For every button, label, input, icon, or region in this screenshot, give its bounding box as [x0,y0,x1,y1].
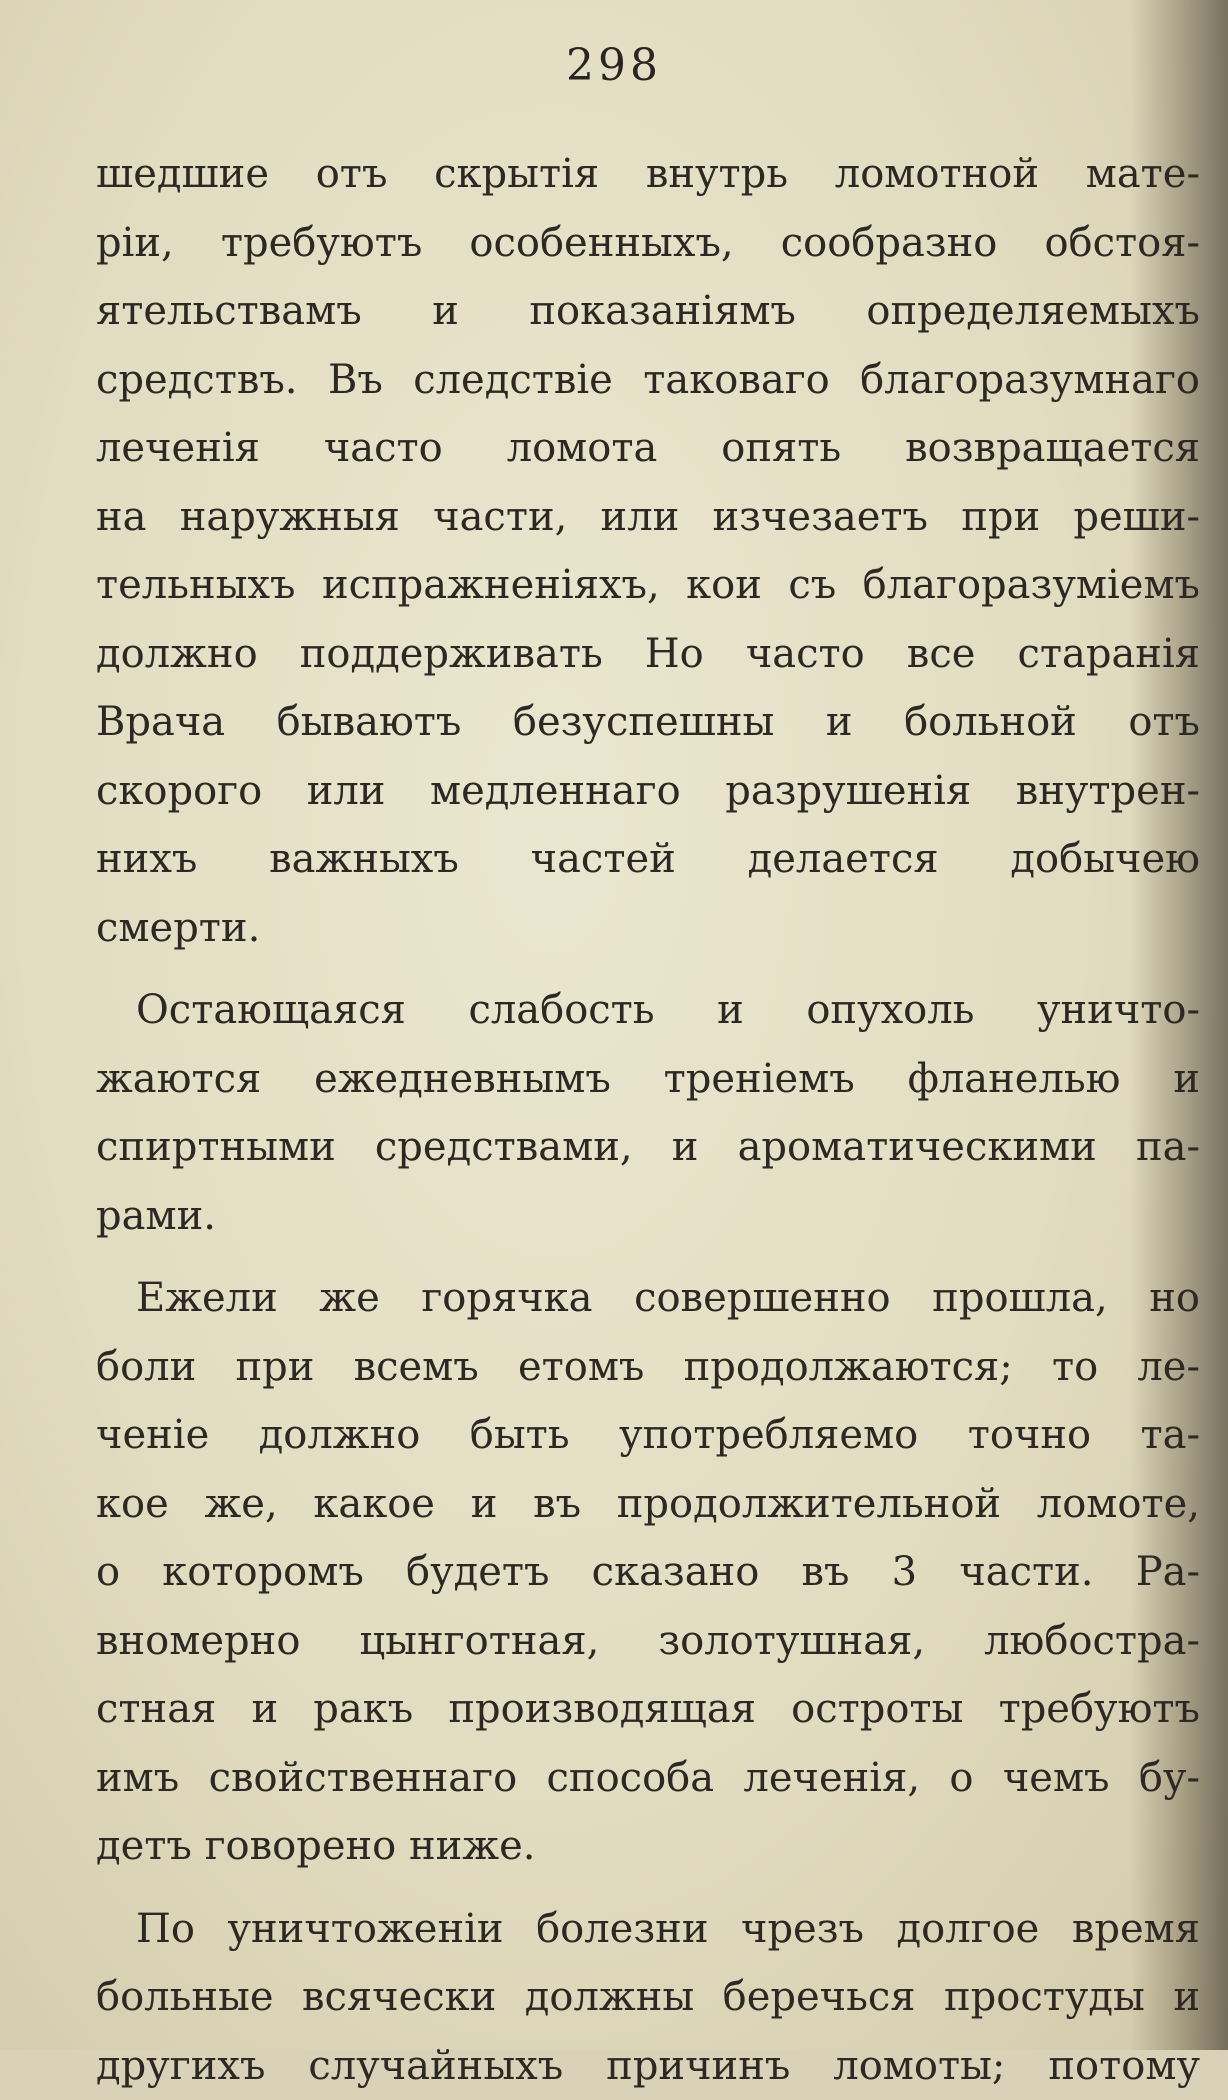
paragraph-4 [96,1895,1200,2100]
page-text [96,140,1200,2100]
text-line: на наружныя части, или изчезаетъ при реши- [96,483,1200,552]
page-number: 298 [0,40,1228,91]
text-line: жаются ежедневнымъ треніемъ фланелью и [96,1045,1200,1114]
text-line: стная и ракъ производящая остроты требуютъ [96,1675,1200,1744]
text-line: ятельствамъ и показаніямъ определяемыхъ [96,277,1200,346]
text-line: должно поддерживать Но часто все старанія [96,620,1200,689]
text-line: ченіе должно быть употребляемо точно та- [96,1401,1200,1470]
text-line: вномерно цынготная, золотушная, любостра- [96,1607,1200,1676]
text-line: другихъ случайныхъ причинъ ломоты; потому [96,2032,1200,2100]
text-line: ріи, требуютъ особенныхъ, сообразно обстоя- [96,209,1200,278]
text-line: имъ свойственнаго способа леченія, о чемъ бу- [96,1744,1200,1813]
text-line: средствъ. Въ следствіе таковаго благоразумнаго [96,346,1200,415]
text-line: скорого или медленнаго разрушенія внутрен- [96,757,1200,826]
text-line: леченія часто ломота опять возвращается [96,414,1200,483]
text-line: Остающаяся слабость и опухоль уничто- [96,976,1200,1045]
text-line: рами. [96,1182,1200,1251]
paragraph-gap [96,1250,1200,1264]
paragraph-gap [96,1881,1200,1895]
paragraph-1 [96,140,1200,962]
paragraph-3 [96,1264,1200,1881]
text-line: спиртными средствами, и ароматическими па- [96,1113,1200,1182]
text-line: больные всячески должны беречься простуды и [96,1963,1200,2032]
text-line: нихъ важныхъ частей делается добычею [96,825,1200,894]
text-line: Ежели же горячка совершенно прошла, но [96,1264,1200,1333]
text-line: детъ говорено ниже. [96,1812,1200,1881]
text-line: По уничтоженіи болезни чрезъ долгое время [96,1895,1200,1964]
paragraph-2 [96,976,1200,1250]
text-line: боли при всемъ етомъ продолжаются; то ле- [96,1333,1200,1402]
paragraph-gap [96,962,1200,976]
text-line: кое же, какое и въ продолжительной ломоте, [96,1470,1200,1539]
text-line: смерти. [96,894,1200,963]
text-line: о которомъ будетъ сказано въ 3 части. Ра- [96,1538,1200,1607]
text-line: шедшие отъ скрытія внутрь ломотной мате- [96,140,1200,209]
text-line: тельныхъ испражненіяхъ, кои съ благоразуміемъ [96,551,1200,620]
text-line: Врача бываютъ безуспешны и больной отъ [96,688,1200,757]
